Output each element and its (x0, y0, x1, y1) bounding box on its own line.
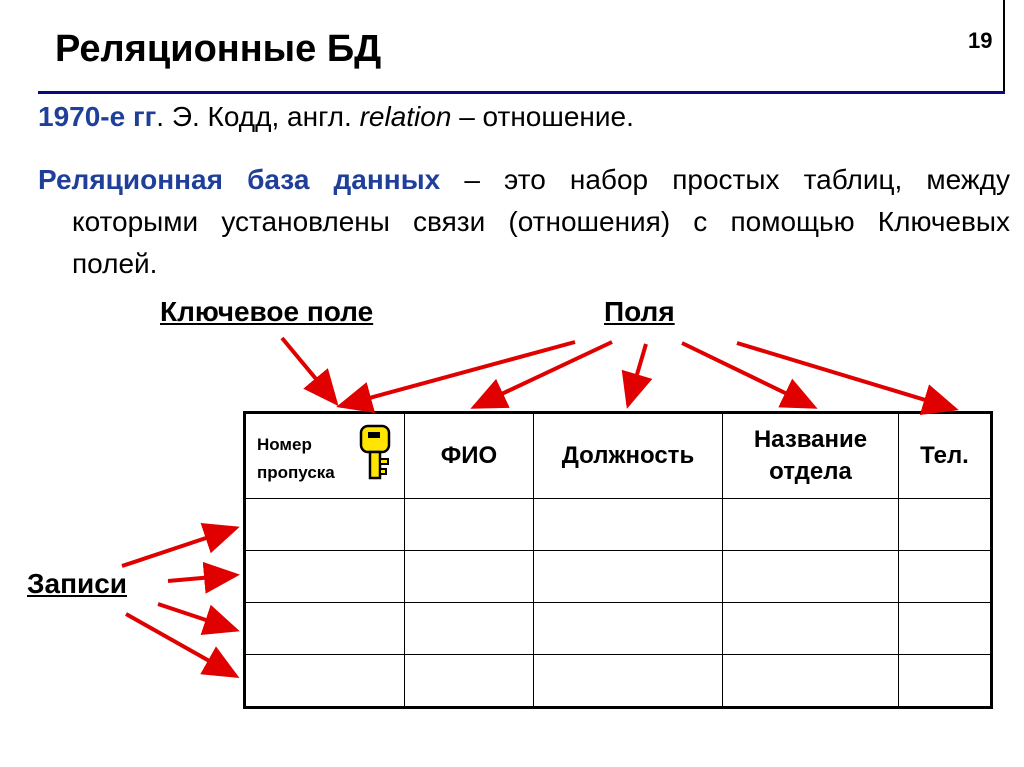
header-phone: Тел. (899, 413, 992, 499)
arrow-record-3 (158, 604, 236, 630)
fields-label: Поля (604, 296, 675, 327)
arrow-fields-col3 (628, 344, 646, 405)
arrow-record-2 (168, 575, 236, 581)
slide-title: Реляционные БД (55, 28, 382, 70)
intro-term: relation (359, 101, 452, 132)
header-pass-number-line2: пропуска (257, 463, 335, 482)
intro-meaning: – отношение. (451, 101, 634, 132)
intro-years: 1970-е гг (38, 101, 157, 132)
page-number: 19 (968, 28, 993, 53)
arrow-record-1 (122, 528, 236, 566)
header-department-line2: отдела (769, 458, 852, 485)
definition-term: Реляционная база данных (38, 164, 441, 195)
arrow-fields-col5 (737, 343, 955, 409)
arrow-key-field (282, 338, 336, 403)
key-field-label: Ключевое поле (160, 296, 374, 327)
header-position: Должность (534, 413, 723, 499)
header-department-line1: Название (753, 426, 868, 453)
header-fio: ФИО (405, 413, 534, 499)
records-label: Записи (27, 568, 128, 599)
definition-text: – это набор простых таблиц, между которыми установлены связи (отношения) с помощью Ключевых полей. (72, 164, 1010, 279)
intro-rest: . Э. Кодд, англ. (156, 101, 360, 132)
arrow-fields-col4 (682, 343, 814, 407)
header-pass-number-line1: Номер (257, 435, 312, 454)
